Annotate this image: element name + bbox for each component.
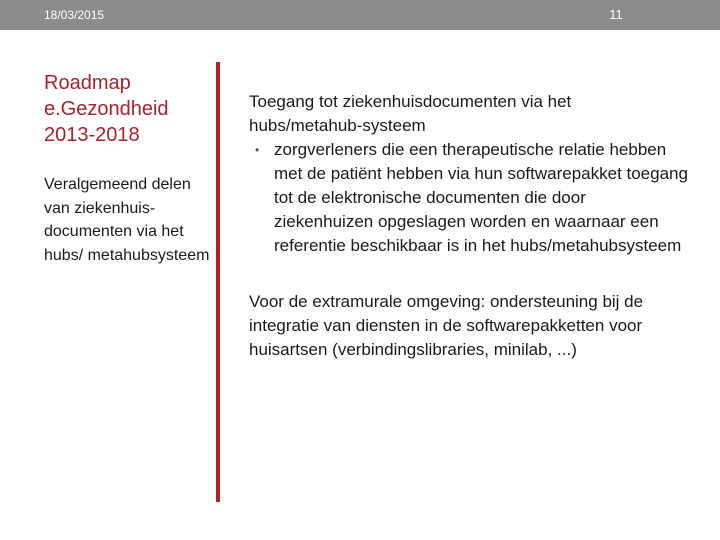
slide-number: 11 xyxy=(609,7,623,22)
body-paragraph: Voor de extramurale omgeving: ondersteuning bij de integratie van diensten in de softwarepakketten voor huisartsen (verbindingslibraries, minilab, ...) xyxy=(249,292,644,359)
bullet-item xyxy=(249,138,689,258)
slide-subtitle: Veralgemeend delen van ziekenhuis-documenten via het hubs/ metahubsysteem xyxy=(44,176,210,264)
header-bar xyxy=(0,0,720,30)
bullet-icon: • xyxy=(255,143,260,157)
body-heading: Toegang tot ziekenhuisdocumenten via het hubs/metahub-systeem xyxy=(249,92,572,135)
slide-title: Roadmap e.Gezondheid 2013-2018 xyxy=(44,72,169,146)
vertical-divider xyxy=(216,62,220,502)
slide-date: 18/03/2015 xyxy=(44,8,105,22)
bullet-text: zorgverleners die een therapeutische relatie hebben met de patiënt hebben via hun softwarepakket toegang tot de elektronische documenten die door ziekenhuizen opgeslagen worden en waarnaar een referentie beschikbaar is in het hubs/metahubsysteem xyxy=(274,140,688,255)
slide-body xyxy=(249,90,689,362)
